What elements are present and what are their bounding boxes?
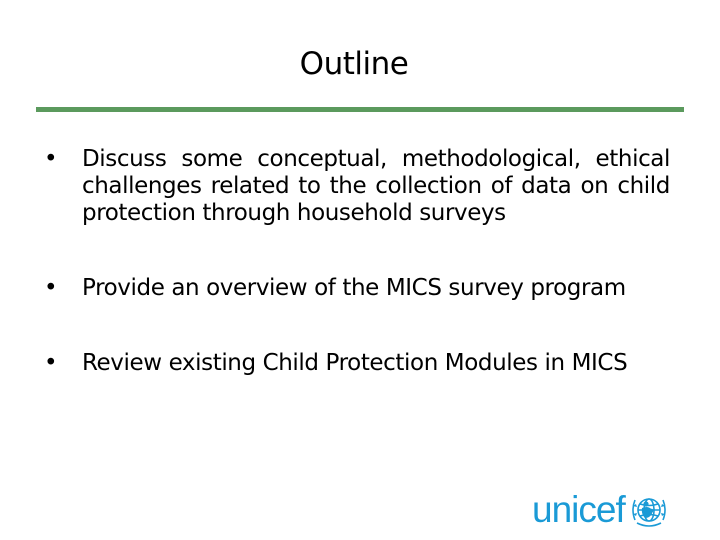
unicef-logo — [532, 484, 669, 536]
bullet-item — [44, 146, 670, 227]
bullet-text: Discuss some conceptual, methodological, ethical challenges related to the collection of data on child protection through household surveys — [82, 146, 670, 226]
bullet-marker: • — [44, 146, 58, 172]
bullet-marker: • — [44, 350, 58, 376]
title-divider — [36, 107, 684, 112]
bullet-item — [44, 275, 670, 302]
unicef-mother-child-globe-icon — [629, 490, 669, 530]
unicef-wordmark: unicef — [532, 489, 625, 530]
bullet-text: Review existing Child Protection Modules in MICS — [82, 350, 628, 376]
bullet-marker: • — [44, 275, 58, 301]
slide-title: Outline — [299, 46, 409, 82]
bullet-text: Provide an overview of the MICS survey program — [82, 275, 626, 301]
bullet-item — [44, 350, 670, 377]
bullet-list — [44, 146, 670, 377]
